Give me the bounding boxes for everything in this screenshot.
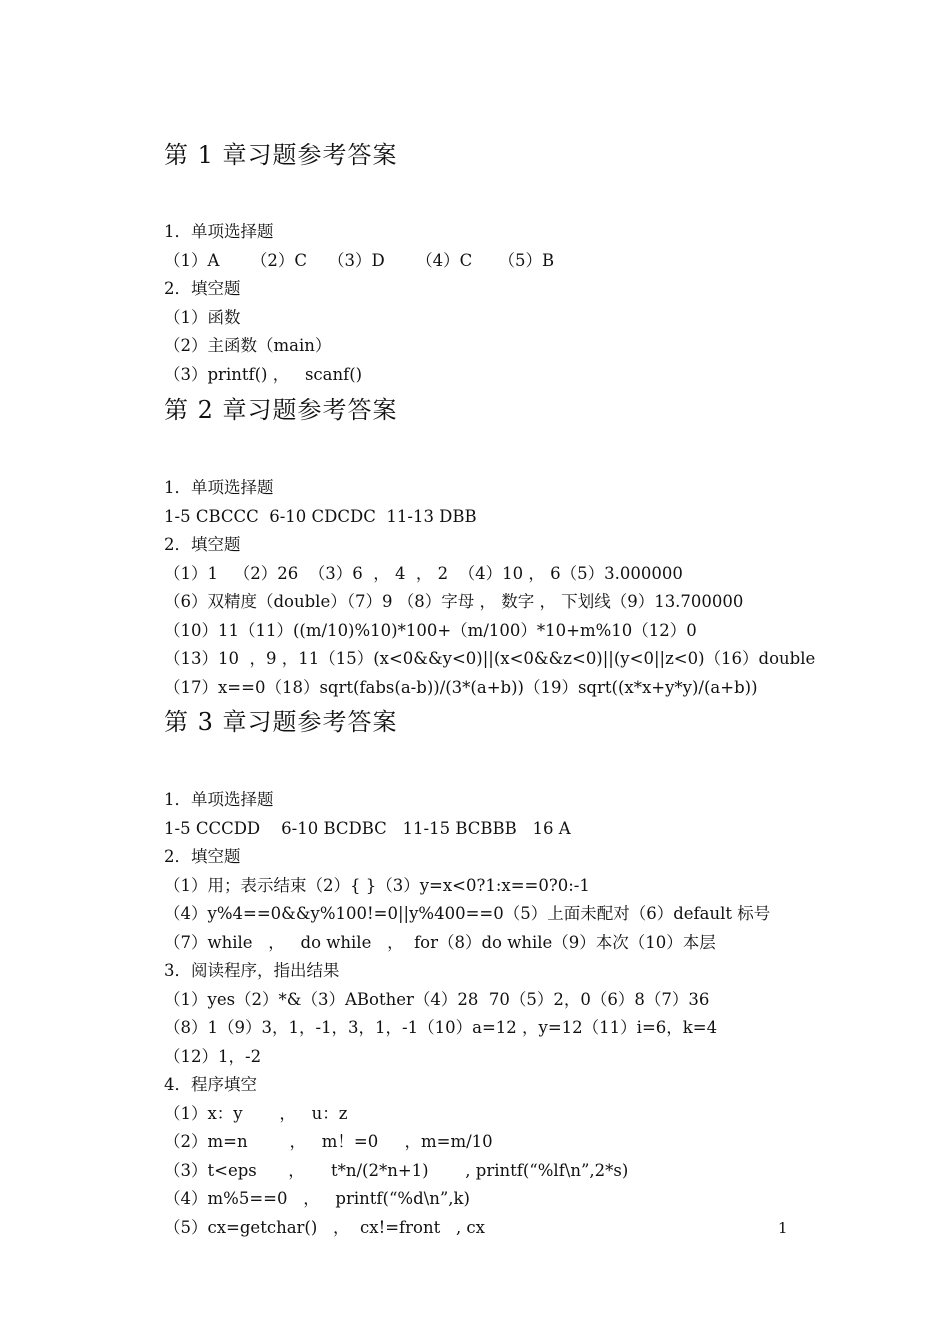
chapter-1-section	[164, 140, 555, 384]
chapter-3-line-16: （5）cx=getchar() ， cx!=front , cx	[164, 1218, 485, 1237]
chapter-2-line-4: （1）1 （2）26 （3）6 ， 4 ， 2 （4）10 ， 6（5）3.000000	[164, 564, 683, 583]
chapter-2-line-2: 1-5 CBCCC 6-10 CDCDC 11-13 DBB	[164, 507, 477, 526]
chapter-2-line-7: （13）10 ，9 ，11（15）(x<0&&y<0)||(x<0&&z<0)||(y<0||z<0)（16）double	[164, 649, 816, 668]
chapter-3-line-7: 3．阅读程序，指出结果	[164, 961, 340, 980]
chapter-3-line-10: （12）1，-2	[164, 1047, 262, 1066]
chapter-1-line-5: （2）主函数（main）	[164, 336, 332, 355]
chapter-2-heading: 第 2 章习题参考答案	[164, 396, 398, 424]
chapter-2-line-3: 2．填空题	[164, 535, 241, 554]
chapter-2-line-1: 1．单项选择题	[164, 478, 274, 497]
chapter-3-line-6: （7）while ， do while ， for（8）do while（9）本次（10）本层	[164, 933, 716, 952]
chapter-3-line-4: （1）用；表示结束（2）{ }（3）y=x<0?1:x==0?0:-1	[164, 876, 590, 895]
chapter-1-line-3: 2．填空题	[164, 279, 241, 298]
chapter-1-heading: 第 1 章习题参考答案	[164, 141, 398, 169]
chapter-3-line-12: （1）x：y ， u：z	[164, 1104, 348, 1123]
page-number: 1	[778, 1219, 788, 1237]
chapter-3-line-1: 1．单项选择题	[164, 790, 274, 809]
chapter-2-line-8: （17）x==0（18）sqrt(fabs(a-b))/(3*(a+b))（19）sqrt((x*x+y*y)/(a+b))	[164, 678, 758, 697]
chapter-3-line-9: （8）1（9）3，1，-1，3，1，-1（10）a=12 ，y=12（11）i=6，k=4	[164, 1018, 718, 1037]
chapter-1-line-6: （3）printf() ， scanf()	[164, 365, 363, 384]
chapter-1-line-4: （1）函数	[164, 308, 241, 327]
chapter-3-heading: 第 3 章习题参考答案	[164, 708, 398, 736]
chapter-3-section	[164, 707, 771, 1237]
chapter-3-line-15: （4）m%5==0 ， printf(“%d\n”,k)	[164, 1189, 470, 1208]
chapter-2-line-6: （10）11（11）((m/10)%10)*100+（m/100）*10+m%10（12）0	[164, 621, 697, 640]
chapter-3-line-13: （2）m=n ， m！=0 ，m=m/10	[164, 1132, 493, 1151]
chapter-3-line-11: 4．程序填空	[164, 1075, 257, 1094]
chapter-2-line-5: （6）双精度（double）（7）9 （8）字母 ， 数字 ， 下划线（9）13.700000	[164, 592, 744, 611]
chapter-3-line-8: （1）yes（2）*&（3）ABother（4）28 70（5）2，0（6）8（7）36	[164, 990, 710, 1009]
chapter-1-line-1: 1．单项选择题	[164, 222, 274, 241]
chapter-3-line-2: 1-5 CCCDD 6-10 BCDBC 11-15 BCBBB 16 A	[164, 819, 571, 838]
chapter-3-line-3: 2．填空题	[164, 847, 241, 866]
chapter-1-line-2: （1）A （2）C （3）D （4）C （5）B	[164, 251, 555, 270]
chapter-3-line-14: （3）t<eps ， t*n/(2*n+1) , printf(“%lf\n”,2*s)	[164, 1161, 629, 1180]
chapter-2-section	[164, 395, 816, 697]
chapter-3-line-5: （4）y%4==0&&y%100!=0||y%400==0（5）上面未配对（6）default 标号	[164, 904, 771, 923]
